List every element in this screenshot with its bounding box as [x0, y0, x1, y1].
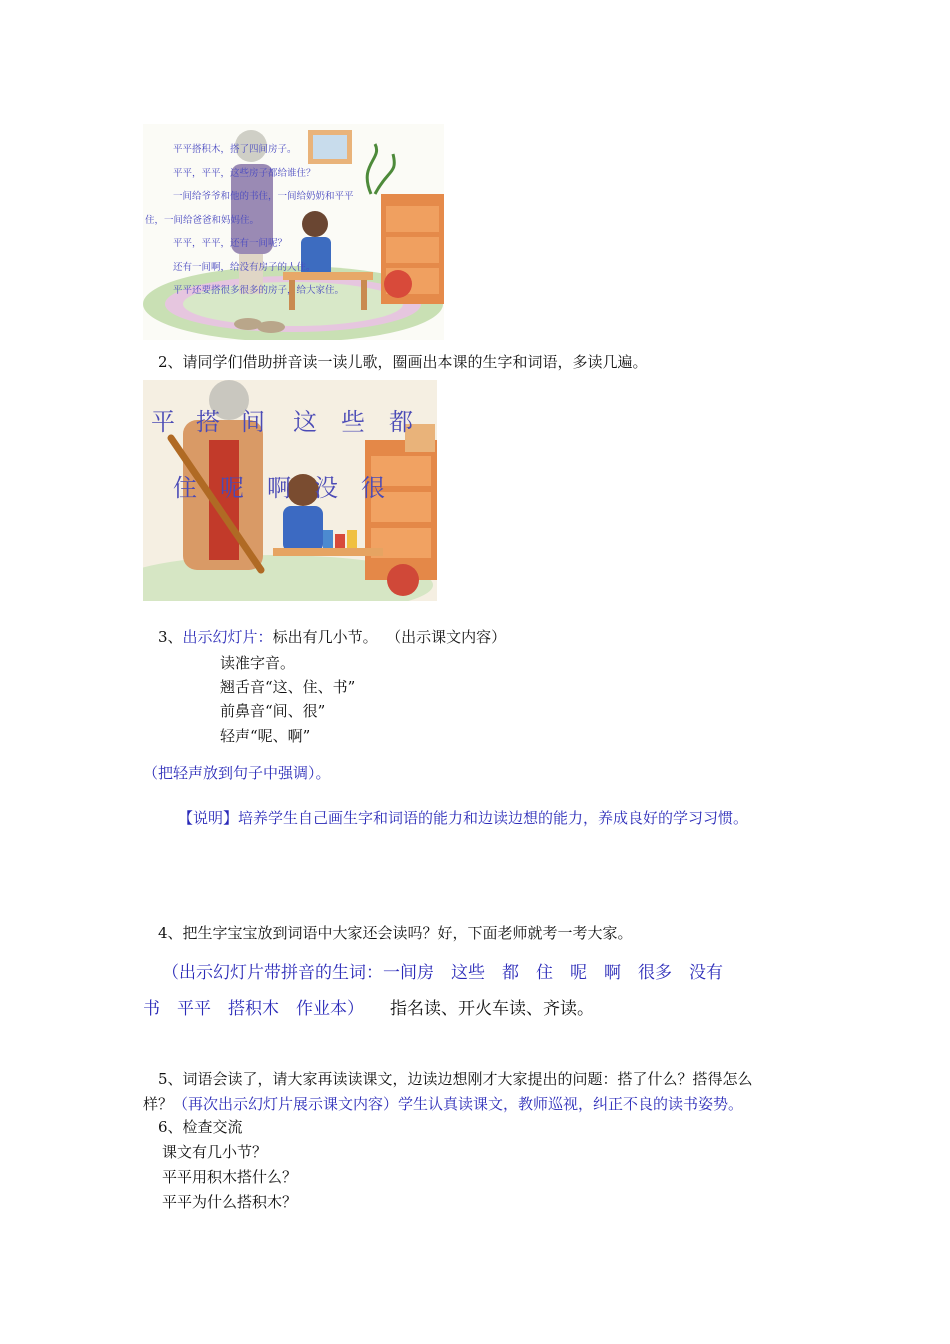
char: 很 — [361, 474, 385, 502]
poem-line: 还有一间啊，给没有房子的人住。 — [173, 261, 316, 273]
step-6-question: 平平为什么搭积木？ — [162, 1193, 298, 1211]
step-5-line-2 — [143, 1093, 743, 1114]
step-3-highlight: 出示幻灯片： — [182, 628, 273, 646]
char: 搭 — [196, 408, 220, 436]
char: 这 — [293, 408, 317, 436]
character-illustration — [143, 380, 437, 601]
step-3-number: 3、 — [158, 628, 183, 646]
char: 都 — [389, 408, 413, 436]
char: 平 — [151, 408, 175, 436]
step-4-word-list-line-1: （出示幻灯片带拼音的生词：一间房 这些 都 住 呢 啊 很多 没有 — [162, 963, 723, 983]
step-4-word-list-line-2 — [143, 994, 594, 1019]
step-5-line-2-start: 样？ — [143, 1095, 174, 1113]
step-3-line: 翘舌音“这、住、书” — [220, 678, 356, 696]
char: 呢 — [220, 474, 244, 502]
poem-illustration — [143, 124, 444, 340]
char: 啊 — [267, 474, 291, 502]
step-4-reading-methods: 指名读、开火车读、齐读。 — [390, 999, 594, 1019]
step-3-blue-note: （把轻声放到句子中强调）。 — [143, 764, 331, 782]
poem-line: 平平还要搭很多很多的房子，给大家住。 — [173, 285, 345, 296]
step-4-text: 4、把生字宝宝放到词语中大家还会读吗？好，下面老师就考一考大家。 — [158, 924, 633, 942]
poem-line: 平平，平平，还有一间呢？ — [173, 238, 288, 249]
step-6-question: 平平用积木搭什么？ — [162, 1168, 298, 1186]
char: 些 — [341, 408, 365, 436]
poem-line: 住，一间给爸爸和妈妈住。 — [145, 214, 260, 226]
step-3-line: 轻声“呢、啊” — [220, 727, 311, 745]
step-4-word-list-tail: 书 平平 搭积木 作业本） — [143, 999, 364, 1019]
step-6-question: 课文有几小节？ — [162, 1143, 268, 1161]
poem-line: 平平，平平，这些房子都给谁住？ — [173, 167, 316, 179]
character-row-1 — [151, 402, 419, 437]
char: 没 — [314, 474, 338, 502]
step-2-text: 2、请同学们借助拼音读一读儿歌，圈画出本课的生字和词语，多读几遍。 — [158, 353, 648, 371]
step-3-text: 标出有几小节。 — [272, 628, 378, 646]
char: 间 — [241, 408, 265, 436]
step-5-line-1: 5、词语会读了，请大家再读读课文，边读边想刚才大家提出的问题：搭了什么？搭得怎么 — [158, 1070, 753, 1088]
poem-line: 一间给爷爷和他的书住，一间给奶奶和平平 — [173, 191, 354, 202]
poem-line: 平平搭积木，搭了四间房子。 — [173, 144, 297, 155]
step-5-line-2-blue: （再次出示幻灯片展示课文内容）学生认真读课文，教师巡视，纠正不良的读书姿势。 — [173, 1095, 744, 1113]
step-3-note: （出示课文内容） — [393, 628, 507, 646]
step-3-line: 前鼻音“间、很” — [220, 702, 326, 720]
character-row-2 — [173, 468, 391, 503]
step-3-heading — [158, 626, 506, 647]
explanation-note: 【说明】培养学生自己画生字和词语的能力和边读边想的能力，养成良好的学习习惯。 — [178, 809, 749, 827]
step-6-title: 6、检查交流 — [158, 1118, 243, 1136]
step-3-line: 读准字音。 — [220, 654, 296, 672]
poem-text — [145, 138, 443, 303]
char: 住 — [173, 474, 197, 502]
